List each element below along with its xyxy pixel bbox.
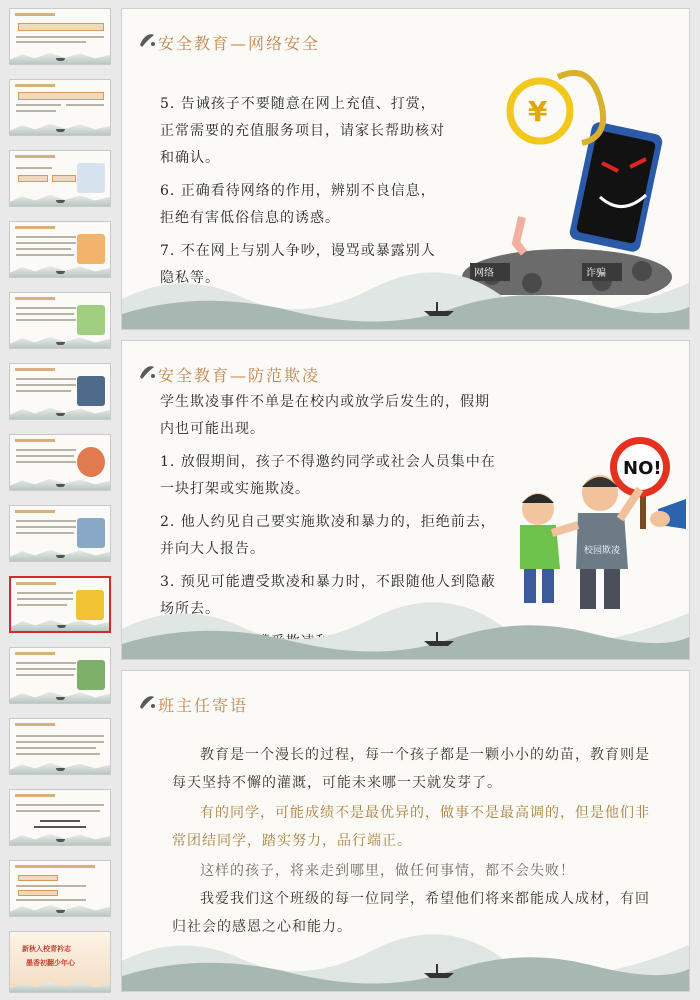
slide-title: 安全教育—网络安全 [158, 34, 321, 53]
slide-thumbnail-2[interactable] [9, 79, 111, 136]
shirt-text: 校园欺凌 [584, 546, 621, 556]
slide-thumbnail-6[interactable] [9, 363, 111, 420]
svg-text:¥: ¥ [528, 95, 548, 128]
slide-thumbnail-9-selected[interactable] [9, 576, 111, 633]
message-paragraph-1: 教育是一个漫长的过程，每一个孩子都是一颗小小的幼苗，教育则是每天坚持不懈的灌溉，可能未来哪一天就发芽了。 [172, 747, 650, 791]
message-paragraph-2: 有的同学，可能成绩不是最优异的，做事不是最高调的，但是他们非常团结同学，踏实努力，品行端正。 [172, 805, 650, 849]
slide-teacher-message[interactable] [121, 670, 690, 992]
slide-thumbnail-10[interactable] [9, 647, 111, 704]
brush-mark-icon [136, 29, 158, 51]
message-paragraph-3: 这样的孩子，将来走到哪里，做任何事情，都不会失败！ [200, 863, 575, 879]
cover-title-line-2: 墨香初翻少年心 [26, 958, 75, 967]
brush-mark-icon [136, 361, 158, 383]
slide-thumbnail-8[interactable] [9, 505, 111, 562]
sign-network-label: 网络 [474, 268, 494, 279]
slide-thumbnail-rail [0, 0, 118, 1000]
slide-thumbnail-7[interactable] [9, 434, 111, 491]
boat-icon [422, 961, 456, 979]
ink-mountains-decoration [122, 259, 689, 329]
slide-title: 班主任寄语 [158, 696, 249, 715]
list-item: 1. 放假期间，孩子不得邀约同学或社会人员集中在一块打架或实施欺凌。 [160, 454, 496, 497]
slide-thumbnail-12[interactable] [9, 789, 111, 846]
slide-anti-bullying[interactable] [121, 340, 690, 660]
slide-title: 安全教育—防范欺凌 [158, 366, 321, 385]
list-item: 3. 预见可能遭受欺凌和暴力时，不跟随他人到隐蔽场所去。 [160, 574, 496, 617]
list-item: 6. 正确看待网络的作用，辨别不良信息，拒绝有害低俗信息的诱惑。 [160, 183, 436, 226]
slide-thumbnail-13[interactable] [9, 860, 111, 917]
slide-thumbnail-3[interactable] [9, 150, 111, 207]
list-item: 7. 不在网上与别人争吵，谩骂或暴露别人隐私等。 [160, 243, 436, 286]
list-item: 5. 告诫孩子不要随意在网上充值、打赏，正常需要的充值服务项目，请家长帮助核对和确认。 [160, 96, 445, 166]
sign-fraud-label: 诈骗 [586, 268, 606, 279]
slide-network-safety[interactable] [121, 8, 690, 330]
intro-text: 学生欺凌事件不单是在校内或放学后发生的，假期内也可能出现。 [160, 394, 490, 437]
slide-thumbnail-4[interactable] [9, 221, 111, 278]
cover-title-line-1: 新秋入校青衿志 [22, 944, 71, 953]
slide-thumbnail-14-cover[interactable] [9, 931, 111, 993]
slide-thumbnail-1[interactable] [9, 8, 111, 65]
ink-mountains-decoration [122, 589, 689, 659]
message-paragraph-4: 我爱我们这个班级的每一位同学，希望他们将来都能成人成材，有回归社会的感恩之心和能力。 [172, 891, 650, 935]
slide-thumbnail-5[interactable] [9, 292, 111, 349]
boat-icon [422, 299, 456, 317]
brush-mark-icon [136, 691, 158, 713]
slide-thumbnail-11[interactable] [9, 718, 111, 775]
list-item: 2. 他人约见自己要实施欺凌和暴力的，拒绝前去，并向大人报告。 [160, 514, 496, 557]
ink-mountains-decoration [122, 921, 689, 991]
boat-icon [422, 629, 456, 647]
no-sign-text: NO! [623, 458, 662, 479]
